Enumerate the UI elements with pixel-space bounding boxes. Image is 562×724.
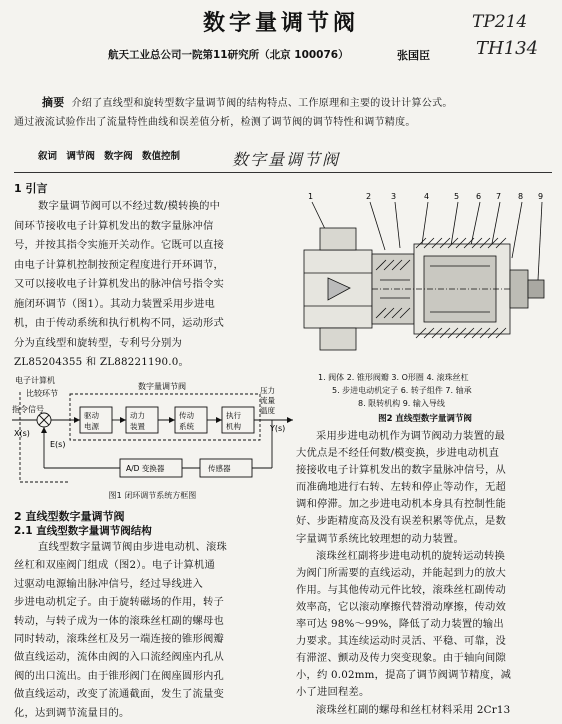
abstract-line-1: 介绍了直线型和旋转型数字量调节阀的结构特点、工作原理和主要的设计计算公式。 [71,98,453,109]
output-flow: 流量 [260,396,275,405]
block-transmission: 系统 [179,422,194,431]
label-compare: 比较环节 [26,389,58,398]
author: 张国臣 [397,49,430,62]
text-line: 做直线运动，改变了流通截面，发生了流量变 [14,688,224,701]
text-line: 步进电动机定子。由于旋转磁场的作用，转子 [14,596,224,609]
text-line: 直线型数字量调节阀由步进电动机、滚珠 [38,541,227,553]
text-line: 转动，与转子成为一体的滚珠丝杠副的螺母也 [14,614,224,627]
text-line: 好、步距精度高及没有误差积累等优点，是数 [296,515,506,528]
text-line: 分为直线型和旋转型，专利号分别为 [14,336,182,349]
text-line: 号，并按其指令实施开关动作。它既可以直接 [14,239,224,251]
block-sensor: 传感器 [208,464,231,473]
text-line: 有滞涩、颤动及传力突变现象。由于轴向间隙 [296,652,506,665]
keyword: 调节阀 [66,151,95,162]
text-line: ZL85204355 和 ZL88221190.0。 [14,356,189,368]
figure-1-block-diagram [10,372,295,490]
abstract [14,93,552,132]
block-drive: 电源 [84,422,99,431]
text-line: 施闭环调节（图1）。其动力装置采用步进电 [14,297,216,310]
figure-2-legend-3: 8. 限转机构 9. 输入导线 [358,399,445,408]
keyword: 数值控制 [141,151,180,162]
keyword: 数字阀 [104,151,133,162]
part-number: 3 [391,192,397,201]
section-2-body [14,538,289,722]
text-line: 间环节接收电子计算机发出的数字量脉冲信 [14,219,214,232]
block-actuator: 执行 [226,411,241,420]
part-number: 7 [496,192,502,201]
figure-2-legend-2: 5. 步进电动机定子 6. 转子组件 7. 轴承 [332,386,472,395]
part-number: 4 [424,192,430,201]
label-x: X(s) [14,429,30,438]
text-line: 阀的出口流出。由于锥形阀门在阀座圆形内孔 [14,669,224,682]
label-y: Y(s) [270,424,286,433]
section-2-1-heading: 2.1 直线型数字量调节阀结构 [14,525,152,537]
block-actuator: 机构 [226,422,241,431]
text-line: 过驱动电源输出脉冲信号，经过导线进入 [14,577,203,590]
paper-title: 数字量调节阀 [202,10,359,36]
text-line: 化，达到调节流量目的。 [14,706,130,719]
figure-1-caption: 图1 闭环调节系统方框图 [108,491,197,500]
block-drive: 驱动 [84,411,99,420]
block-power: 动力 [130,411,145,420]
right-column-body [296,428,554,719]
text-line: 机，由于传动系统和执行机构不同，运动形式 [14,317,224,329]
part-number: 8 [518,192,524,201]
text-line: 大优点是不经任何数/模变换，步进电动机直 [296,447,500,460]
text-line: 小，约 0.02mm，提高了调节阀调节精度，减 [296,669,512,682]
figure-2-valve-drawing [300,188,550,368]
text-line: 小了进回程差。 [296,686,370,699]
label-e: E(s) [50,440,66,449]
affiliation: 航天工业总公司一院第11研究所（北京 100076） [108,49,349,61]
handwritten-code-1: TP214 [472,12,528,32]
text-line: 效率高，它以滚动摩擦代替滑动摩擦，传动效 [296,600,506,613]
section-2-heading: 2 直线型数字量调节阀 [14,510,125,523]
text-line: 数字量调节阀可以不经过数/模转换的中 [38,200,221,212]
section-1-heading: 1 引言 [14,182,48,195]
text-line: 由电子计算机控制按预定程度进行开环调节， [14,258,224,271]
block-transmission: 传动 [179,411,194,420]
keywords [38,148,186,162]
part-number: 1 [308,192,314,201]
text-line: 率可达 98%～99%，降低了动力装置的输出 [296,618,504,631]
divider [14,172,552,173]
text-line: 滚珠丝杠副将步进电动机的旋转运动转换 [316,549,505,562]
part-number: 5 [454,192,460,201]
handwritten-code-2: TH134 [476,38,539,59]
part-number: 9 [538,192,544,201]
text-line: 力要求。其连续运动时灵活、平稳、可靠，没 [296,635,506,648]
text-line: 做直线运动，流体由阀的入口流经阀座内孔从 [14,651,224,664]
handwritten-note: 数字量调节阀 [232,150,341,169]
abstract-line-2: 通过液流试验作出了流量特性曲线和误差值分析，检测了调节阀的调节特性和调节精度。 [14,117,416,128]
figure-2-caption: 图2 直线型数字量调节阀 [378,414,472,424]
part-number: 2 [366,192,372,201]
text-line: 而准确地进行右转、左转和停止等动作，无超 [296,481,506,494]
text-line: 采用步进电动机作为调节阀动力装置的最 [316,430,505,442]
block-power: 装置 [130,422,145,431]
text-line: 又可以接收电子计算机发出的脉冲信号指令实 [14,278,224,290]
text-line: 作用。与其他传动元件比较，滚珠丝杠副传动 [296,583,506,596]
text-line: 字量调节系统比较理想的动力装置。 [296,532,464,545]
keywords-label: 叙词 [38,151,58,162]
text-line: 同时转动，滚珠丝杠及另一端连接的锥形阀瓣 [14,633,224,646]
text-line: 为阀门所需要的直线运动，并能起到力的放大 [296,566,506,579]
text-line: 接接收电子计算机发出的数字量脉冲信号，从 [296,464,506,477]
text-line: 丝杠和双座阀门组成（图2）。电子计算机通 [14,559,216,572]
output-pressure: 压力 [260,386,275,395]
text-line: 调和停滞。加之步进电动机本身具有控制性能 [296,498,506,511]
label-computer: 电子计算机 [15,376,55,385]
figure-2-legend-1: 1. 阀体 2. 锥形阀瓣 3. O形圈 4. 滚珠丝杠 [318,373,469,382]
part-number: 6 [476,192,482,201]
label-command: 指令信号 [12,405,44,414]
label-valve: 数字量调节阀 [138,382,186,391]
output-temperature: 温度 [260,406,275,415]
abstract-label: 摘要 [42,96,65,109]
section-1-body [14,197,289,373]
text-line: 滚珠丝杠副的螺母和丝杠材料采用 2Cr13 [316,703,511,716]
block-ad-converter: A/D 变换器 [126,464,165,473]
